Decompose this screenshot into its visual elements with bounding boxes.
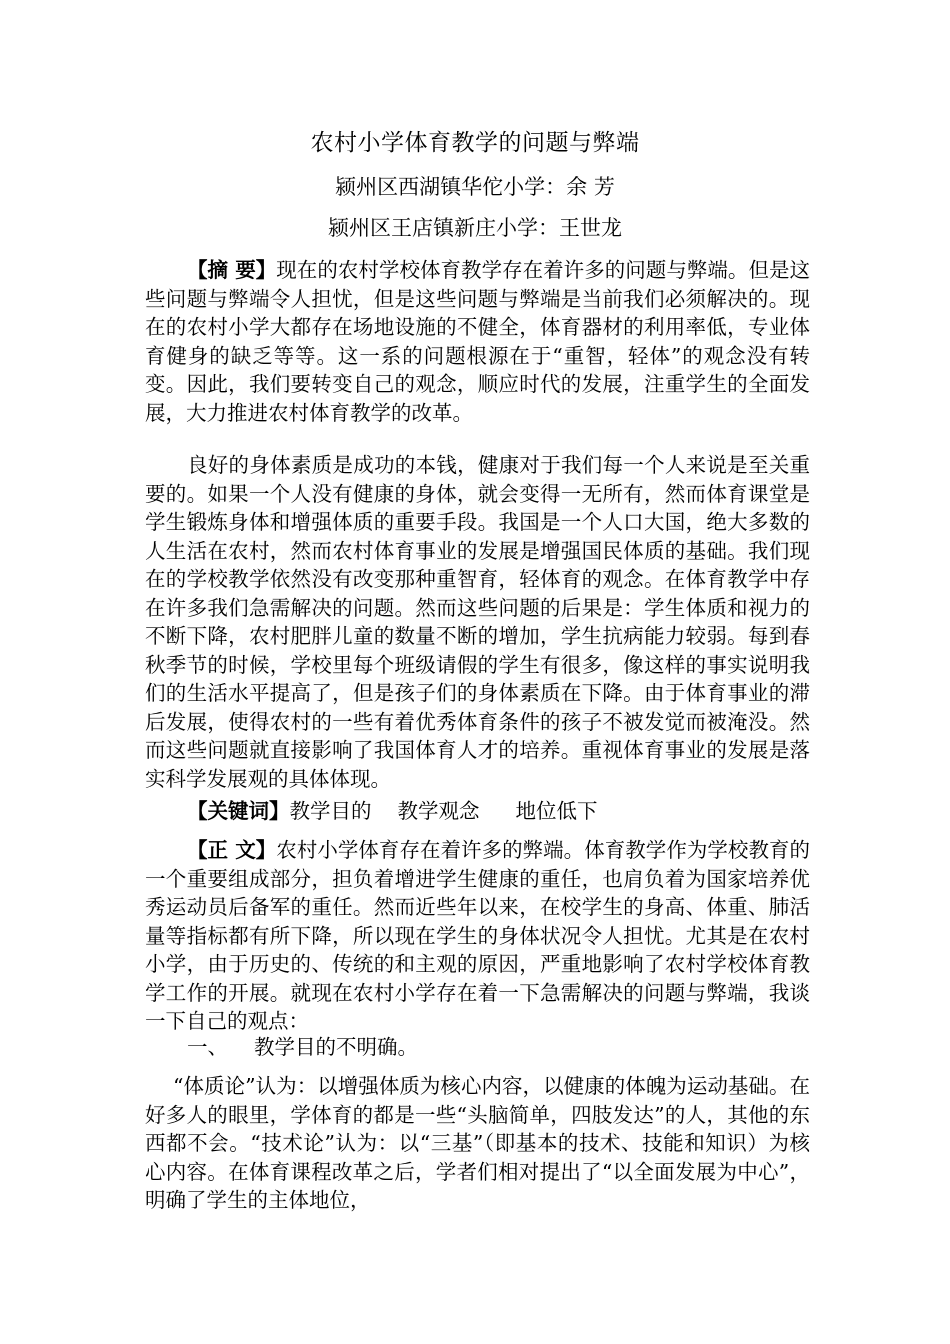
section-number: 一、	[187, 1035, 228, 1059]
keywords-label: 【关键词】	[187, 799, 290, 823]
body-paragraph	[145, 836, 810, 1036]
abstract-paragraph	[145, 256, 810, 427]
author-line-1: 颍州区西湖镇华佗小学：余 芳	[335, 175, 615, 199]
keyword-item: 教学观念	[397, 799, 480, 823]
document-title: 农村小学体育教学的问题与弊端	[310, 130, 640, 156]
abstract-label: 【摘 要】	[187, 258, 277, 282]
section1-paragraph: “体质论”认为：以增强体质为核心内容，以健康的体魄为运动基础。在好多人的眼里，学体育的都是一些“头脑简单，四肢发达”的人，其他的东西都不会。“技术论”认为：以“三基”（即基本的技术、技能和知识）为核心内容。在体育课程改革之后，学者们相对提出了“以全面发展为中心”，明确了学生的主体地位，	[145, 1074, 810, 1212]
intro-paragraph: 良好的身体素质是成功的本钱，健康对于我们每一个人来说是至关重要的。如果一个人没有健康的身体，就会变得一无所有，然而体育课堂是学生锻炼身体和增强体质的重要手段。我国是一个人口大国，绝大多数的人生活在农村，然而农村体育事业的发展是增强国民体质的基础。我们现在的学校教学依然没有改变那种重智育，轻体育的观念。在体育教学中存在许多我们急需解决的问题。然而这些问题的后果是：学生体质和视力的不断下降，农村肥胖儿童的数量不断的增加，学生抗病能力较弱。每到春秋季节的时候，学校里每个班级请假的学生有很多，像这样的事实说明我们的生活水平提高了，但是孩子们的身体素质在下降。由于体育事业的滞后发展，使得农村的一些有着优秀体育条件的孩子不被发觉而被淹没。然而这些问题就直接影响了我国体育人才的培养。重视体育事业的发展是落实科学发展观的具体体现。	[145, 453, 810, 791]
section-heading-1	[145, 1033, 810, 1062]
keywords-line	[145, 797, 810, 826]
keyword-item: 教学目的	[289, 799, 372, 823]
body-label: 【正 文】	[187, 838, 277, 862]
body-text: 农村小学体育存在着许多的弊端。体育教学作为学校教育的一个重要组成部分，担负着增进学生健康的重任，也肩负着为国家培养优秀运动员后备军的重任。然而近些年以来，在校学生的身高、体重、肺活量等指标都有所下降，所以现在学生的身体状况令人担忧。尤其是在农村小学，由于历史的、传统的和主观的原因，严重地影响了农村学校体育教学工作的开展。就现在农村小学存在着一下急需解决的问题与弊端，我谈一下自己的观点：	[145, 838, 810, 1033]
section-title: 教学目的不明确。	[254, 1035, 418, 1059]
abstract-text: 现在的农村学校体育教学存在着许多的问题与弊端。但是这些问题与弊端令人担忧，但是这些问题与弊端是当前我们必须解决的。现在的农村小学大都存在场地设施的不健全，体育器材的利用率低，专业体育健身的缺乏等等。这一系的问题根源在于“重智，轻体”的观念没有转变。因此，我们要转变自己的观念，顺应时代的发展，注重学生的全面发展，大力推进农村体育教学的改革。	[145, 258, 810, 425]
keyword-item: 地位低下	[515, 799, 598, 823]
author-line-2: 颍州区王店镇新庄小学：王世龙	[328, 216, 622, 240]
